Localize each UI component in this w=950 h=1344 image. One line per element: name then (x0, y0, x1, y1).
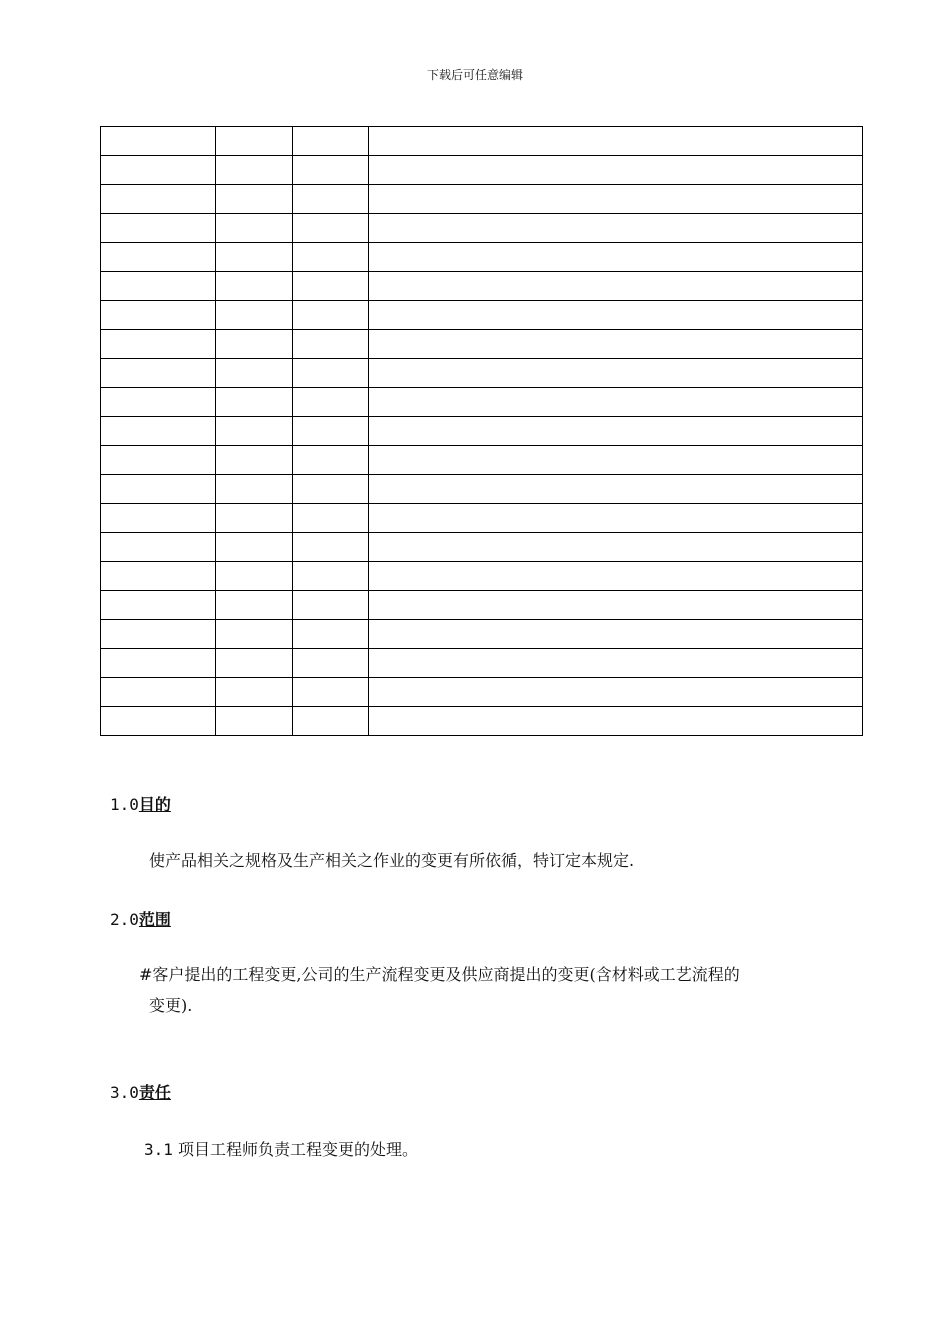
table-cell (101, 272, 216, 301)
table-cell (216, 417, 293, 446)
table-row (101, 678, 863, 707)
table-cell (369, 475, 863, 504)
section-number: 3.0 (110, 1083, 139, 1102)
table-row (101, 707, 863, 736)
table-cell (101, 504, 216, 533)
table-cell (216, 243, 293, 272)
page-header: 下载后可任意编辑 (426, 68, 523, 82)
table-cell (293, 359, 369, 388)
table-cell (369, 678, 863, 707)
table-cell (101, 620, 216, 649)
table-cell (216, 446, 293, 475)
table-cell (101, 156, 216, 185)
table-cell (216, 359, 293, 388)
table-row (101, 214, 863, 243)
table-cell (101, 649, 216, 678)
table-cell (101, 446, 216, 475)
item-number: 3.1 (144, 1140, 173, 1159)
table-cell (101, 243, 216, 272)
table-row (101, 504, 863, 533)
table-cell (293, 127, 369, 156)
table-cell (216, 649, 293, 678)
table-cell (216, 475, 293, 504)
table-cell (369, 591, 863, 620)
table-row (101, 127, 863, 156)
table-cell (369, 243, 863, 272)
table-cell (293, 185, 369, 214)
scope-text-line1: #客户提出的工程变更,公司的生产流程变更及供应商提出的变更(含材料或工艺流程的 (139, 965, 740, 984)
table-cell (369, 388, 863, 417)
table-cell (101, 127, 216, 156)
item-text: 项目工程师负责工程变更的处理。 (178, 1140, 419, 1159)
table-cell (369, 446, 863, 475)
table-cell (369, 272, 863, 301)
table-row (101, 446, 863, 475)
table-cell (216, 678, 293, 707)
table-cell (293, 214, 369, 243)
table-cell (216, 591, 293, 620)
table-row (101, 388, 863, 417)
table-cell (369, 533, 863, 562)
table-cell (101, 214, 216, 243)
table-cell (293, 475, 369, 504)
table-cell (101, 707, 216, 736)
section-title: 责任 (138, 1083, 171, 1102)
table-cell (369, 301, 863, 330)
table-cell (101, 533, 216, 562)
table-cell (293, 562, 369, 591)
table-cell (293, 591, 369, 620)
section-heading-scope (110, 907, 171, 930)
table-row (101, 185, 863, 214)
table-row (101, 272, 863, 301)
table-cell (369, 156, 863, 185)
table-cell (293, 446, 369, 475)
table-cell (216, 214, 293, 243)
table-cell (216, 330, 293, 359)
table-cell (216, 504, 293, 533)
table-cell (101, 301, 216, 330)
section-title: 范围 (138, 910, 171, 929)
table-cell (101, 359, 216, 388)
section-title: 目的 (138, 795, 171, 814)
table-cell (369, 707, 863, 736)
table-cell (369, 330, 863, 359)
table-row (101, 359, 863, 388)
table-cell (293, 620, 369, 649)
table-cell (369, 649, 863, 678)
table-cell (369, 359, 863, 388)
table-cell (216, 707, 293, 736)
table-row (101, 475, 863, 504)
table-cell (101, 388, 216, 417)
table-cell (369, 562, 863, 591)
table-row (101, 330, 863, 359)
purpose-text: 使产品相关之规格及生产相关之作业的变更有所依循，特订定本规定. (149, 851, 635, 870)
table-cell (293, 707, 369, 736)
table-cell (369, 127, 863, 156)
section-number: 2.0 (110, 910, 139, 929)
table-cell (216, 533, 293, 562)
table-row (101, 649, 863, 678)
table-cell (216, 185, 293, 214)
revision-table-body (101, 127, 863, 736)
table-cell (101, 185, 216, 214)
table-cell (101, 591, 216, 620)
table-cell (101, 475, 216, 504)
table-cell (293, 301, 369, 330)
table-cell (369, 620, 863, 649)
table-row (101, 156, 863, 185)
table-cell (293, 533, 369, 562)
table-row (101, 533, 863, 562)
section-heading-purpose (110, 792, 171, 815)
table-row (101, 620, 863, 649)
table-cell (216, 562, 293, 591)
table-row (101, 243, 863, 272)
scope-text-line2: 变更). (149, 996, 193, 1015)
table-cell (293, 417, 369, 446)
table-cell (293, 504, 369, 533)
table-cell (216, 388, 293, 417)
table-cell (293, 330, 369, 359)
table-row (101, 417, 863, 446)
table-row (101, 562, 863, 591)
table-cell (293, 243, 369, 272)
table-cell (216, 301, 293, 330)
table-cell (101, 417, 216, 446)
table-row (101, 301, 863, 330)
table-cell (101, 678, 216, 707)
table-cell (216, 620, 293, 649)
section-number: 1.0 (110, 795, 139, 814)
table-cell (293, 272, 369, 301)
table-cell (101, 330, 216, 359)
table-cell (293, 649, 369, 678)
table-cell (369, 214, 863, 243)
table-cell (369, 504, 863, 533)
table-cell (369, 417, 863, 446)
table-cell (216, 127, 293, 156)
table-cell (216, 156, 293, 185)
table-cell (293, 156, 369, 185)
table-cell (369, 185, 863, 214)
table-cell (101, 562, 216, 591)
table-row (101, 591, 863, 620)
responsibility-item (144, 1134, 418, 1165)
revision-table (100, 126, 863, 736)
section-heading-responsibility (110, 1080, 171, 1103)
table-cell (216, 272, 293, 301)
table-cell (293, 388, 369, 417)
table-cell (293, 678, 369, 707)
